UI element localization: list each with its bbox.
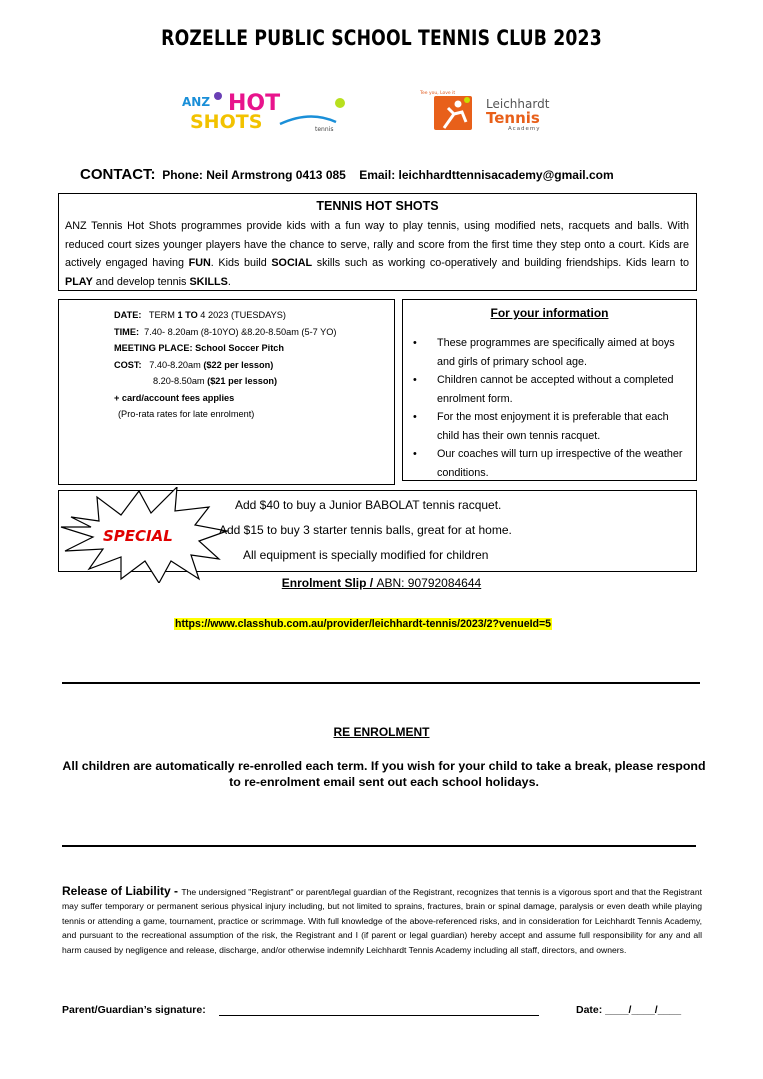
hot-shots-logo (180, 88, 350, 132)
cost-row-2 (114, 373, 336, 390)
fees-row (114, 390, 336, 407)
page-title: ROZELLE PUBLIC SCHOOL TENNIS CLUB 2023 (161, 26, 602, 50)
logo-shots-text: SHOTS (190, 111, 263, 132)
abn-text: ABN: 90792084644 (376, 576, 482, 590)
info-box (402, 299, 697, 481)
enrolment-slip-line (0, 576, 763, 590)
cost1-price: ($22 per lesson) (203, 359, 274, 370)
logo-figure-icon (214, 92, 222, 100)
contact-label: CONTACT: (80, 166, 156, 183)
info-list (411, 334, 688, 482)
logo-hot-text: HOT (228, 91, 281, 116)
signature-field[interactable] (219, 1015, 539, 1016)
hot-shots-heading: TENNIS HOT SHOTS (316, 199, 439, 213)
special-box (58, 490, 697, 572)
cost2-price: ($21 per lesson) (207, 376, 278, 386)
tennis-ball-icon (335, 98, 345, 108)
info-item: • Our coaches will turn up irrespective of the weather conditions. (411, 445, 688, 482)
ball-icon (464, 97, 470, 103)
info-item: • These programmes are specifically aimed at boys and girls of primary school age. (411, 334, 688, 371)
cost1-time: 7.40-8.20am (141, 359, 204, 370)
enrolment-url-link[interactable]: https://www.classhub.com.au/provider/leichhardt-tennis/2023/2?venueId=5 (175, 618, 552, 630)
logo-arc-text: Tee you, Love it (420, 91, 456, 96)
re-enrolment-body: All children are automatically re-enrolled each term. If you wish for your child to take a break, please respond to re-enrolment email sent out each school holidays. (62, 759, 706, 789)
hs-fun: FUN (188, 257, 211, 270)
date-term-start: 1 (177, 310, 183, 320)
time-row (114, 324, 336, 341)
hs-text-2: . Kids build (210, 257, 272, 270)
release-of-liability (62, 884, 702, 957)
details-lines (114, 307, 336, 423)
hs-text-3: skills such as working co-operatively and building friendships. Kids learn to (312, 257, 689, 270)
logo-anz-text: ANZ (182, 95, 211, 109)
starburst-icon (59, 487, 244, 583)
logo-tennis-text: tennis (315, 126, 334, 132)
info-item: • For the most enjoyment it is preferable that each child has their own tennis racquet. (411, 408, 688, 445)
contact-email: Email: leichhardttennisacademy@gmail.com (359, 168, 614, 182)
hot-shots-description (65, 217, 689, 291)
date-post: 4 2023 (TUESDAYS) (197, 310, 286, 320)
place-row (114, 340, 336, 357)
logo-swoosh (280, 116, 336, 124)
logo-leichhardt-text: Leichhardt (486, 97, 550, 111)
leichhardt-tennis-logo (414, 84, 584, 132)
re-enrolment-heading: RE ENROLMENT (333, 725, 430, 739)
date-field[interactable]: Date: ____/____/____ (576, 1004, 682, 1016)
special-line-2: Add $15 to buy 3 starter tennis balls, great for at home. (219, 523, 512, 537)
divider-line (62, 682, 700, 684)
time-label: TIME: (114, 326, 140, 337)
contact-line (80, 166, 614, 183)
details-box (58, 299, 395, 485)
cost-row-1 (114, 357, 336, 374)
hs-text-4: and develop tennis (92, 275, 190, 288)
cost2-time: 8.20-8.50am (153, 376, 208, 386)
hs-text-5: . (227, 275, 231, 288)
special-line-1: Add $40 to buy a Junior BABOLAT tennis racquet. (235, 498, 502, 512)
time-value: 7.40- 8.20am (8-10YO) &8.20-8.50am (5-7 YO) (139, 326, 337, 337)
divider-line (62, 845, 696, 847)
enrolment-label: Enrolment Slip / (281, 576, 377, 590)
hs-skills: SKILLS (189, 275, 228, 288)
special-line-3: All equipment is specially modified for children (243, 548, 489, 562)
info-heading: For your information (490, 306, 609, 320)
signature-label: Parent/Guardian’s signature: (62, 1004, 206, 1016)
prorata-row: (Pro-rata rates for late enrolment) (118, 409, 255, 419)
logo-academy-text: Academy (508, 126, 541, 132)
fees-text: + card/account fees applies (114, 392, 235, 403)
special-badge: SPECIAL (103, 527, 173, 545)
place-label: MEETING PLACE: School Soccer Pitch (114, 343, 284, 353)
date-to: TO (185, 310, 198, 320)
hs-play: PLAY (65, 275, 93, 288)
logo-tennis-text: Tennis (486, 109, 540, 127)
date-pre: TERM (141, 310, 178, 320)
player-head-shape (455, 101, 462, 108)
date-row (114, 307, 336, 324)
release-body: The undersigned "Registrant" or parent/legal guardian of the Registrant, recognizes that tennis is a vigorous sport and that the Registrant may suffer temporary or permanent serious physical injury including, but not limited to sprains, fractures, brain or spinal damage, paralysis or even death while playing tennis or attending a game, tournament, practice or scrimmage. With full knowledge of the above-referenced risks, and in consideration for Leichhardt Tennis Academy, and pursuant to the recreational assumption of the risk, the Registrant and I (if parent or legal guardian) hereby accept and assume full responsibility for any and all harm caused by negligence and release, discharge, and/or otherwise indemnify Leichhardt Tennis Academy including all staff, directors, and owners. (62, 887, 702, 955)
release-heading: Release of Liability - (62, 884, 182, 898)
hs-text-1: ANZ Tennis Hot Shots programmes provide kids with a fun way to play tennis, using modified nets, racquets and balls. With reduced court sizes younger players have the chance to serve, rally and score from the first time they step onto a court. Kids are actively engaged having (65, 220, 689, 270)
hs-social: SOCIAL (271, 257, 313, 270)
info-item: • Children cannot be accepted without a completed enrolment form. (411, 371, 688, 408)
cost-label: COST: (114, 359, 142, 370)
date-label: DATE: (114, 310, 142, 320)
hot-shots-box (58, 193, 697, 291)
contact-phone: Phone: Neil Armstrong 0413 085 (162, 168, 346, 182)
